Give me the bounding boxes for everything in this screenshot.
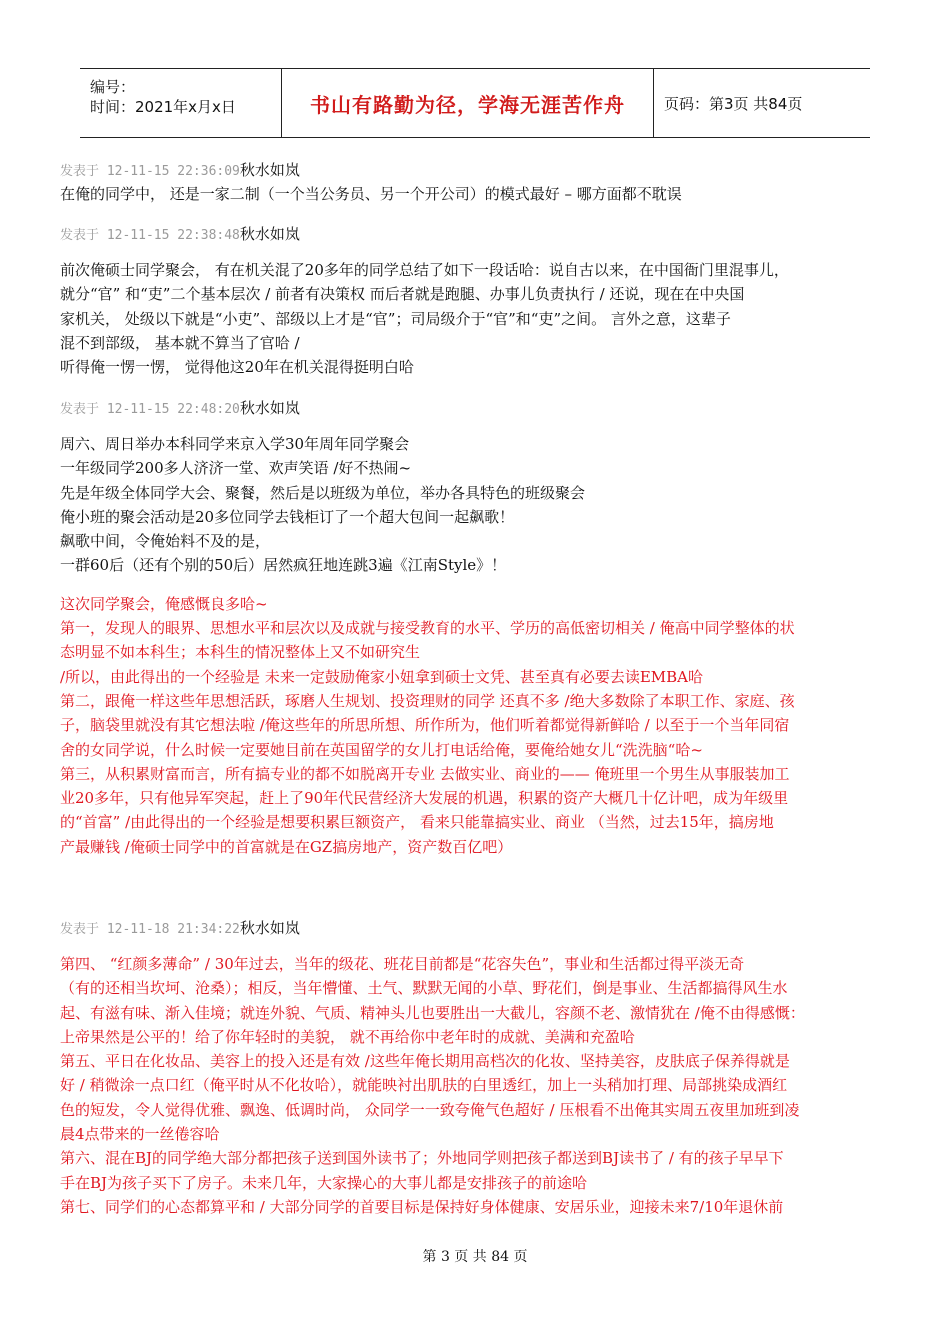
post-meta bbox=[60, 916, 890, 940]
post-author: 秋水如岚 bbox=[239, 161, 300, 179]
text-line: 好 / 稍微涂一点口红（俺平时从不化妆哈），就能映衬出肌肤的白里透红，加上一头稍加打理、局部挑染成酒红 bbox=[60, 1076, 788, 1095]
text-line: 上帝果然是公平的！给了你年轻时的美貌， 就不再给你中老年时的成就、美满和充盈哈 bbox=[60, 1027, 635, 1046]
text-line: 第五、平日在化妆品、美容上的投入还是有效 /这些年俺长期用高档次的化妆、坚持美容，皮肤底子保养得就是 bbox=[60, 1052, 790, 1071]
post-author: 秋水如岚 bbox=[239, 919, 300, 937]
post-timestamp: 发表于 12-11-15 22:38:48 bbox=[60, 228, 240, 243]
post-meta bbox=[60, 158, 890, 182]
text-line: 业20多年，只有他异军突起，赶上了90年代民营经济大发展的机遇，积累的资产大概几十亿计吧，成为年级里 bbox=[60, 789, 789, 808]
text-line: 第四、 “红颜多薄命” / 30年过去，当年的级花、班花目前都是“花容失色”，事业和生活都过得平淡无奇 bbox=[60, 955, 745, 973]
post-3 bbox=[60, 396, 890, 859]
motto: 书山有路勤为径，学海无涯苦作舟 bbox=[310, 92, 625, 117]
page-footer: 第 3 页 共 84 页 bbox=[422, 1249, 528, 1265]
text-line: 手在BJ为孩子买下了房子。未来几年，大家操心的大事儿都是安排孩子的前途哈 bbox=[60, 1173, 588, 1192]
text-line: 这次同学聚会，俺感慨良多哈~ bbox=[60, 594, 268, 613]
document-header bbox=[80, 68, 870, 138]
post-4-red-body bbox=[60, 952, 890, 1219]
text-line: 第三，从积累财富而言，所有搞专业的都不如脱离开专业 去做实业、商业的—— 俺班里一个男生从事服装加工 bbox=[60, 764, 790, 783]
text-line: 混不到部级， 基本就不算当了官哈 / bbox=[60, 333, 300, 352]
text-line: 第二，跟俺一样这些年思想活跃，琢磨人生规划、投资理财的同学 还真不多 /绝大多数除了本职工作、家庭、孩 bbox=[60, 691, 795, 710]
text-line: 晨4点带来的一丝倦容哈 bbox=[60, 1125, 220, 1144]
post-3-red-body bbox=[60, 592, 890, 859]
post-4 bbox=[60, 916, 890, 1219]
header-motto-cell bbox=[281, 69, 654, 137]
text-line: 在俺的同学中， 还是一家二制（一个当公务员、另一个开公司）的模式最好 – 哪方面都不耽误 bbox=[60, 185, 682, 203]
post-1-body bbox=[60, 182, 890, 206]
text-line: 一年级同学200多人济济一堂、欢声笑语 /好不热闹~ bbox=[60, 459, 412, 478]
post-author: 秋水如岚 bbox=[239, 399, 300, 417]
text-line: 色的短发，令人觉得优雅、飘逸、低调时尚， 众同学一一致夸俺气色超好 / 压根看不出俺其实周五夜里加班到凌 bbox=[60, 1100, 800, 1119]
text-line: （有的还相当坎坷、沧桑）；相反，当年懵懂、土气、默默无闻的小草、野花们，倒是事业、生活都搞得风生水 bbox=[60, 979, 788, 998]
text-line: 产最赚钱 /俺硕士同学中的首富就是在GZ搞房地产，资产数百亿吧） bbox=[60, 837, 513, 856]
text-line: 第六、混在BJ的同学绝大部分都把孩子送到国外读书了；外地同学则把孩子都送到BJ读书了 / 有的孩子早早下 bbox=[60, 1149, 784, 1168]
header-right-cell bbox=[654, 69, 870, 137]
text-line: 子，脑袋里就没有其它想法啦 /俺这些年的所思所想、所作所为，他们听着都觉得新鲜哈 / 以至于一个当年同宿 bbox=[60, 716, 790, 735]
header-left-cell bbox=[80, 69, 280, 137]
text-line: 前次俺硕士同学聚会， 有在机关混了20多年的同学总结了如下一段话哈：说自古以来，在中国衙门里混事儿， bbox=[60, 261, 789, 279]
text-line: 家机关， 处级以下就是“小吏”、部级以上才是“官”；司局级介于“官”和“吏”之间。 言外之意，这辈子 bbox=[60, 309, 731, 328]
post-2-body bbox=[60, 258, 890, 379]
page-code: 页码：第3页 共84页 bbox=[664, 94, 803, 113]
post-1 bbox=[60, 158, 890, 206]
post-author: 秋水如岚 bbox=[239, 225, 300, 243]
text-line: 周六、周日举办本科同学来京入学30年周年同学聚会 bbox=[60, 435, 410, 453]
post-meta bbox=[60, 222, 890, 246]
post-2 bbox=[60, 222, 890, 379]
text-line: 起、有滋有味、渐入佳境；就连外貌、气质、精神头儿也要胜出一大截儿，容颜不老、激情犹在 /俺不由得感慨： bbox=[60, 1003, 805, 1022]
post-3-body bbox=[60, 432, 890, 578]
text-line: 一群60后（还有个别的50后）居然疯狂地连跳3遍《江南Style》！ bbox=[60, 556, 507, 575]
post-timestamp: 发表于 12-11-15 22:36:09 bbox=[60, 164, 240, 179]
time-label: 时间：2021年x月x日 bbox=[90, 98, 236, 116]
text-line: 俺小班的聚会活动是20多位同学去钱柜订了一个超大包间一起飙歌！ bbox=[60, 507, 515, 526]
text-line: 第一，发现人的眼界、思想水平和层次以及成就与接受教育的水平、学历的高低密切相关 / 俺高中同学整体的状 bbox=[60, 619, 795, 638]
post-timestamp: 发表于 12-11-18 21:34:22 bbox=[60, 922, 240, 937]
number-label: 编号： bbox=[90, 78, 136, 96]
text-line: 的“首富” /由此得出的一个经验是想要积累巨额资产， 看来只能靠搞实业、商业 （当然，过去15年，搞房地 bbox=[60, 813, 774, 832]
text-line: 第七、同学们的心态都算平和 / 大部分同学的首要目标是保持好身体健康、安居乐业，迎接未来7/10年退休前 bbox=[60, 1197, 784, 1216]
text-line: 舍的女同学说，什么时候一定要她目前在英国留学的女儿打电话给俺，要俺给她女儿“洗洗脑“哈~ bbox=[60, 740, 703, 759]
text-line: 态明显不如本科生；本科生的情况整体上又不如研究生 bbox=[60, 643, 421, 662]
text-line: 就分“官” 和“吏”二个基本层次 / 前者有决策权 而后者就是跑腿、办事儿负责执行 / 还说，现在在中央国 bbox=[60, 285, 745, 304]
text-line: 先是年级全体同学大会、聚餐，然后是以班级为单位，举办各具特色的班级聚会 bbox=[60, 483, 586, 502]
text-line: /所以，由此得出的一个经验是 未来一定鼓励俺家小妞拿到硕士文凭、甚至真有必要去读EMBA哈 bbox=[60, 667, 703, 686]
post-timestamp: 发表于 12-11-15 22:48:20 bbox=[60, 402, 240, 417]
post-meta bbox=[60, 396, 890, 420]
text-line: 飙歌中间，令俺始料不及的是， bbox=[60, 532, 271, 551]
text-line: 听得俺一愣一愣， 觉得他这20年在机关混得挺明白哈 bbox=[60, 358, 414, 377]
